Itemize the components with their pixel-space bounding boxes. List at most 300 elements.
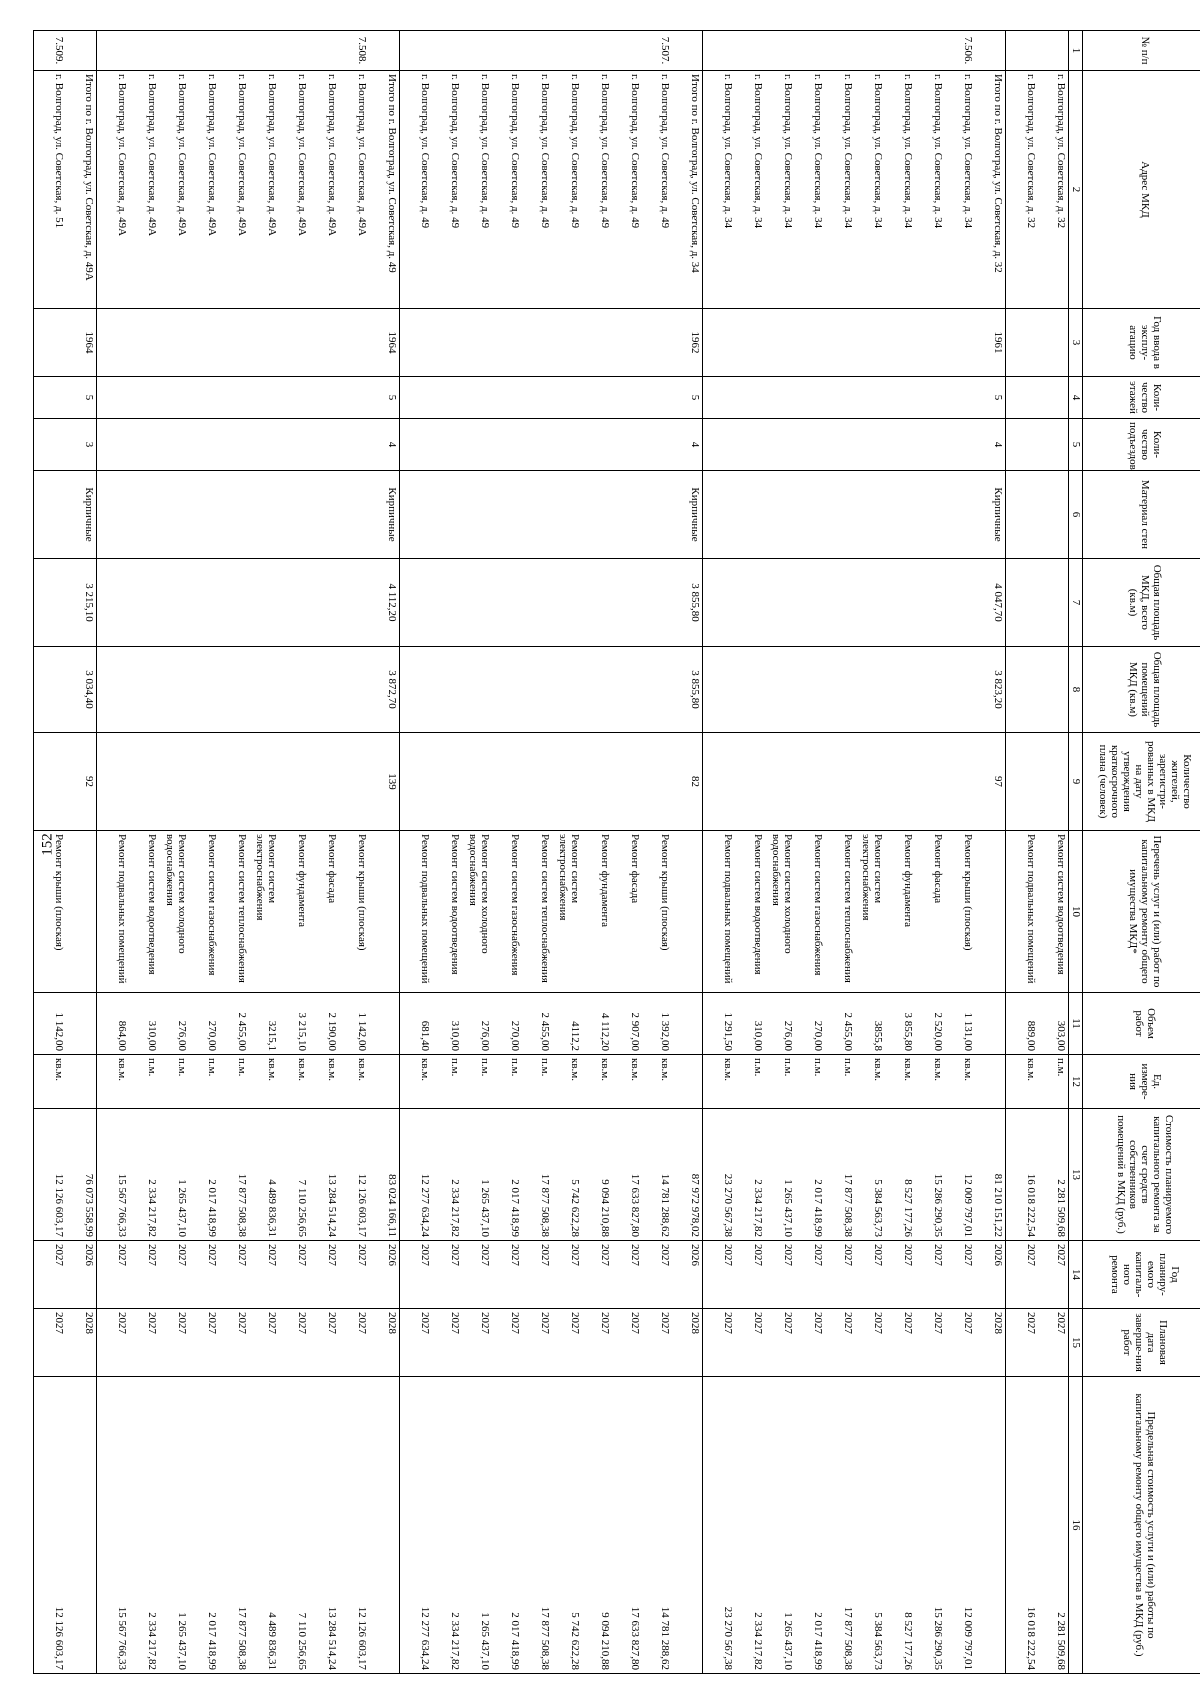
cost-cell xyxy=(400,1109,703,1241)
end-date-cell xyxy=(34,1309,97,1377)
cell-line: 2027 xyxy=(479,1312,491,1334)
cell-line: кв.м. xyxy=(599,1058,611,1081)
cell-line: 3 215,10 xyxy=(296,1012,308,1051)
repair-year-cell xyxy=(1006,1241,1069,1309)
cell-line: 2026 xyxy=(992,1244,1004,1266)
cell-line: 3 xyxy=(83,441,95,448)
cell-line: 2026 xyxy=(689,1244,701,1266)
cell-line xyxy=(368,1380,398,1670)
cell-line: 15 286 290,35 xyxy=(932,1606,944,1670)
cell-line: кв.м. xyxy=(1025,1058,1037,1081)
column-header: Плановая дата заверше-ния работ xyxy=(1083,1309,1200,1377)
cell-line: 2027 xyxy=(659,1312,671,1334)
cell-line: 1 142,00 xyxy=(356,1012,368,1051)
cell-line: 9 094 210,88 xyxy=(599,1612,611,1670)
cell-line: Ремонт крыши (плоская) xyxy=(962,834,974,951)
cell-line: 4 047,70 xyxy=(992,583,1004,622)
cell-line: кв.м. xyxy=(569,1058,581,1081)
cell-line: г. Волгоград, ул. Советская, д. 32 xyxy=(1055,74,1067,229)
column-number: 14 xyxy=(1069,1241,1083,1309)
cell-line: г. Волгоград, ул. Советская, д. 49А xyxy=(326,74,338,237)
cell-line: 2027 xyxy=(962,1244,974,1266)
cell-line: 8 527 177,26 xyxy=(902,1612,914,1670)
column-header: Объем работ xyxy=(1083,993,1200,1055)
repair-year-cell xyxy=(97,1241,400,1309)
cell-line: 17 633 827,80 xyxy=(629,1173,641,1237)
work-list-cell xyxy=(34,831,97,993)
cell-line: п.м. xyxy=(1055,1058,1067,1077)
cell-line xyxy=(65,1380,95,1670)
cell-line: 139 xyxy=(386,773,398,790)
column-number: 4 xyxy=(1069,377,1083,419)
cell-line: 17 877 508,38 xyxy=(236,1606,248,1670)
cell-line: 12 126 603,17 xyxy=(356,1173,368,1237)
cell-line: 2 281 509,68 xyxy=(1055,1179,1067,1237)
unit-cell xyxy=(34,1055,97,1109)
column-number: 16 xyxy=(1069,1377,1083,1674)
year-built-cell xyxy=(34,309,97,377)
cell-line: 8 527 177,26 xyxy=(902,1179,914,1237)
cell-line: 2027 xyxy=(872,1312,884,1334)
cell-line: 7 110 256,65 xyxy=(296,1612,308,1670)
capital-repair-table xyxy=(33,30,1200,1674)
cell-line: Итого по г. Волгоград, ул. Советская, д. 32 xyxy=(992,74,1004,273)
cell-line: 2027 xyxy=(296,1312,308,1334)
cell-line: г. Волгоград, ул. Советская, д. 34 xyxy=(932,74,944,229)
cell-line: Ремонт систем газоснабжения xyxy=(206,834,218,976)
rooms-area-cell xyxy=(34,647,97,733)
cell-line: 1962 xyxy=(689,331,701,354)
volume-cell xyxy=(703,993,1006,1055)
floors-cell xyxy=(1006,377,1069,419)
cell-line: 1 265 437,10 xyxy=(479,1179,491,1237)
cell-line: г. Волгоград, ул. Советская, д. 49 xyxy=(539,74,551,229)
cell-line: 2027 xyxy=(116,1312,128,1334)
total-area-cell xyxy=(400,559,703,647)
cell-line: 7.509. xyxy=(53,36,65,65)
rooms-area-cell xyxy=(400,647,703,733)
cell-line: 1 265 437,10 xyxy=(176,1612,188,1670)
cell-line: 2027 xyxy=(932,1312,944,1334)
cell-line xyxy=(368,34,398,67)
cell-line: Итого по г. Волгоград, ул. Советская, д. 34 xyxy=(689,74,701,273)
cell-line: 2 334 217,82 xyxy=(146,1179,158,1237)
cell-line: г. Волгоград, ул. Советская, д. 34 xyxy=(842,74,854,229)
cell-line: Ремонт подвальных помещений xyxy=(419,834,431,984)
cell-line: 2027 xyxy=(146,1312,158,1334)
limit-cost-cell xyxy=(400,1377,703,1674)
table-row xyxy=(1006,31,1069,1674)
cell-line: 2 017 418,99 xyxy=(206,1179,218,1237)
cell-line: 7.507. xyxy=(659,36,671,65)
end-date-cell xyxy=(400,1309,703,1377)
cell-line xyxy=(974,834,1004,989)
column-header: Перечень услуг и (или) работ по капитальному ремонту общего имущества МКД* xyxy=(1083,831,1200,993)
cell-line xyxy=(974,1058,1004,1105)
volume-cell xyxy=(97,993,400,1055)
cell-line: 2 334 217,82 xyxy=(449,1179,461,1237)
limit-cost-cell xyxy=(1006,1377,1069,1674)
cell-line: 2 017 418,99 xyxy=(509,1612,521,1670)
cell-line: 4 xyxy=(386,441,398,448)
cell-line: 2027 xyxy=(1055,1244,1067,1266)
cell-line: 2027 xyxy=(722,1244,734,1266)
cell-line: 5 xyxy=(992,394,1004,401)
cell-line: 2027 xyxy=(479,1244,491,1266)
cell-line: п.м. xyxy=(206,1058,218,1077)
cell-line: Ремонт систем водоотведения xyxy=(752,834,764,975)
residents-cell xyxy=(97,733,400,831)
cell-line: 1 131,00 xyxy=(962,1012,974,1051)
column-number: 5 xyxy=(1069,419,1083,471)
entrances-cell xyxy=(703,419,1006,471)
cell-line: кв.м. xyxy=(326,1058,338,1081)
cell-line: 2027 xyxy=(659,1244,671,1266)
cell-line: 12 009 797,01 xyxy=(962,1606,974,1670)
cell-line: 276,00 xyxy=(782,1020,794,1051)
cell-line: 12 277 634,24 xyxy=(419,1606,431,1670)
column-header: № п/п xyxy=(1083,31,1200,71)
cell-line: 12 126 603,17 xyxy=(53,1173,65,1237)
cell-line: 15 286 290,35 xyxy=(932,1173,944,1237)
column-header: Год ввода в эксплу-атацию xyxy=(1083,309,1200,377)
column-header: Адрес МКД xyxy=(1083,71,1200,309)
cell-line: п.м. xyxy=(146,1058,158,1077)
cell-line: 2 907,00 xyxy=(629,1012,641,1051)
cell-line: кв.м. xyxy=(932,1058,944,1081)
cell-line: 2027 xyxy=(782,1244,794,1266)
cell-line: 2 281 509,68 xyxy=(1055,1612,1067,1670)
column-number: 3 xyxy=(1069,309,1083,377)
cell-line: п.м. xyxy=(176,1058,188,1077)
cell-line: 76 073 558,99 xyxy=(83,1173,95,1237)
floors-cell xyxy=(400,377,703,419)
page-number: 152 xyxy=(39,833,56,856)
cell-line: 2027 xyxy=(629,1244,641,1266)
cell-line: 2027 xyxy=(449,1312,461,1334)
cell-line: 2 017 418,99 xyxy=(812,1612,824,1670)
total-area-cell xyxy=(97,559,400,647)
cell-line: Ремонт систем холодного водоснабжения xyxy=(164,834,188,954)
cell-line: 92 xyxy=(83,776,95,787)
cell-line: Ремонт подвальных помещений xyxy=(722,834,734,984)
column-header: Материал стен xyxy=(1083,471,1200,559)
repair-year-cell xyxy=(703,1241,1006,1309)
cell-line: г. Волгоград, ул. Советская, д. 34 xyxy=(752,74,764,229)
cell-line: кв.м. xyxy=(53,1058,65,1081)
cell-line: 2027 xyxy=(599,1312,611,1334)
cell-line: Ремонт фундамента xyxy=(902,834,914,928)
cell-line: п.м. xyxy=(449,1058,461,1077)
cell-line: 681,40 xyxy=(419,1020,431,1051)
cell-line xyxy=(974,1380,1004,1670)
year-built-cell xyxy=(703,309,1006,377)
cell-line: 2027 xyxy=(539,1244,551,1266)
year-built-cell xyxy=(1006,309,1069,377)
wall-material-cell xyxy=(1006,471,1069,559)
cell-line: 4 xyxy=(689,441,701,448)
cell-line: 2027 xyxy=(1025,1312,1037,1334)
cell-line: 2027 xyxy=(842,1244,854,1266)
cell-line: 5 384 563,73 xyxy=(872,1612,884,1670)
cell-line: 4 112,20 xyxy=(599,1012,611,1051)
cell-line: кв.м. xyxy=(419,1058,431,1081)
column-number: 15 xyxy=(1069,1309,1083,1377)
end-date-cell xyxy=(703,1309,1006,1377)
wall-material-cell xyxy=(703,471,1006,559)
column-number: 8 xyxy=(1069,647,1083,733)
cell-line: 2027 xyxy=(356,1244,368,1266)
cell-line: 15 567 766,33 xyxy=(116,1606,128,1670)
column-header: Предельная стоимость услуги и (или) работы по капитальному ремонту общего имущества в МКД (руб.) xyxy=(1083,1377,1200,1674)
limit-cost-cell xyxy=(703,1377,1006,1674)
cell-line: г. Волгоград, ул. Советская, д. 49А xyxy=(206,74,218,237)
cell-line: Ремонт крыши (плоская) xyxy=(356,834,368,951)
column-number: 6 xyxy=(1069,471,1083,559)
cell-line: Кирпичные xyxy=(689,487,701,542)
cell-line: п.м. xyxy=(752,1058,764,1077)
cell-line: 2027 xyxy=(419,1244,431,1266)
cell-line: 276,00 xyxy=(176,1020,188,1051)
cell-line: 4 112,20 xyxy=(386,583,398,622)
cell-line: 3 034,40 xyxy=(83,670,95,709)
cell-line: п.м. xyxy=(479,1058,491,1077)
rooms-area-cell xyxy=(703,647,1006,733)
cell-line: п.м. xyxy=(539,1058,551,1077)
cell-line: п.м. xyxy=(782,1058,794,1077)
cell-line: 17 877 508,38 xyxy=(842,1606,854,1670)
cell-line: Итого по г. Волгоград, ул. Советская, д. 49А xyxy=(83,74,95,281)
cell-line: Ремонт систем газоснабжения xyxy=(812,834,824,976)
column-header: Стоимость планируемого капитального ремонта за счет средств собственников помещений в МКД (руб.) xyxy=(1083,1109,1200,1241)
cell-line: 1 265 437,10 xyxy=(782,1612,794,1670)
cell-line: 2027 xyxy=(53,1312,65,1334)
cell-line: 2027 xyxy=(872,1244,884,1266)
cell-line: 12 126 603,17 xyxy=(356,1606,368,1670)
cell-line: 2027 xyxy=(902,1244,914,1266)
table-row xyxy=(97,31,400,1674)
cell-line: 2027 xyxy=(116,1244,128,1266)
cell-line: г. Волгоград, ул. Советская, д. 49А xyxy=(176,74,188,237)
cell-line: 2027 xyxy=(266,1312,278,1334)
cell-line: 5 742 622,28 xyxy=(569,1179,581,1237)
cell-line: 2027 xyxy=(842,1312,854,1334)
cell-line xyxy=(671,834,701,989)
cell-line: Кирпичные xyxy=(83,487,95,542)
rooms-area-cell xyxy=(1006,647,1069,733)
cell-line: Кирпичные xyxy=(386,487,398,542)
cell-line: 12 126 603,17 xyxy=(53,1606,65,1670)
cell-line: 2027 xyxy=(599,1244,611,1266)
cell-line: 310,00 xyxy=(752,1020,764,1051)
column-header: Количество жителей, зарегистри-рованных в МКД на дату утверждения краткосрочного плана (человек) xyxy=(1083,733,1200,831)
cell-line: 4112,2 xyxy=(569,1021,581,1051)
cell-line: 23 270 567,38 xyxy=(722,1173,734,1237)
cell-line: 5 xyxy=(689,394,701,401)
cell-line: г. Волгоград, ул. Советская, д. 34 xyxy=(722,74,734,229)
cell-line: г. Волгоград, ул. Советская, д. 49 xyxy=(599,74,611,229)
cell-line: 2 334 217,82 xyxy=(449,1612,461,1670)
cell-line: кв.м. xyxy=(659,1058,671,1081)
cell-line: г. Волгоград, ул. Советская, д. 34 xyxy=(872,74,884,229)
cell-line: 2027 xyxy=(326,1312,338,1334)
cell-line: 3 855,80 xyxy=(689,583,701,622)
cell-line: п.м. xyxy=(812,1058,824,1077)
cell-line: кв.м. xyxy=(296,1058,308,1081)
cell-line: 17 877 508,38 xyxy=(842,1173,854,1237)
rotated-page xyxy=(53,30,1200,1673)
cell-line: 4 xyxy=(992,441,1004,448)
cell-line: 1 291,50 xyxy=(722,1012,734,1051)
cell-line xyxy=(368,996,398,1051)
cell-line: 303,00 xyxy=(1055,1020,1067,1051)
volume-cell xyxy=(400,993,703,1055)
entrances-cell xyxy=(34,419,97,471)
cell-line: Ремонт систем электроснабжения xyxy=(254,834,278,921)
cell-line: 310,00 xyxy=(449,1020,461,1051)
column-number: 10 xyxy=(1069,831,1083,993)
cell-line: 2027 xyxy=(812,1312,824,1334)
cell-line: п.м. xyxy=(842,1058,854,1077)
cell-line xyxy=(671,34,701,67)
cell-line: 1964 xyxy=(83,331,95,354)
address-cell xyxy=(703,71,1006,309)
cell-line: 1 265 437,10 xyxy=(479,1612,491,1670)
cell-line: г. Волгоград, ул. Советская, д. 49А xyxy=(236,74,248,237)
wall-material-cell xyxy=(34,471,97,559)
row-number xyxy=(703,31,1006,71)
entrances-cell xyxy=(1006,419,1069,471)
cell-line: 2027 xyxy=(296,1244,308,1266)
address-cell xyxy=(1006,71,1069,309)
cell-line: 2 455,00 xyxy=(842,1012,854,1051)
wall-material-cell xyxy=(97,471,400,559)
cell-line: Ремонт фасада xyxy=(629,834,641,904)
cell-line: 2027 xyxy=(902,1312,914,1334)
cell-line: 2027 xyxy=(236,1312,248,1334)
cell-line: 3 215,10 xyxy=(83,583,95,622)
cell-line: Кирпичные xyxy=(992,487,1004,542)
cell-line: 2027 xyxy=(569,1244,581,1266)
work-list-cell xyxy=(97,831,400,993)
cell-line: 270,00 xyxy=(812,1020,824,1051)
row-number xyxy=(1006,31,1069,71)
cell-line: Итого по г. Волгоград, ул. Советская, д. 49 xyxy=(386,74,398,273)
limit-cost-cell xyxy=(34,1377,97,1674)
cell-line: 87 972 978,02 xyxy=(689,1173,701,1237)
total-area-cell xyxy=(34,559,97,647)
cell-line: 2027 xyxy=(326,1244,338,1266)
cell-line: 5 384 563,73 xyxy=(872,1179,884,1237)
cell-line: Ремонт крыши (плоская) xyxy=(659,834,671,951)
cell-line: 276,00 xyxy=(479,1020,491,1051)
cell-line: кв.м. xyxy=(266,1058,278,1081)
repair-year-cell xyxy=(400,1241,703,1309)
cell-line: г. Волгоград, ул. Советская, д. 49А xyxy=(356,74,368,237)
total-area-cell xyxy=(703,559,1006,647)
cell-line: п.м. xyxy=(509,1058,521,1077)
wall-material-cell xyxy=(400,471,703,559)
cell-line: 5 xyxy=(386,394,398,401)
table-body xyxy=(34,31,1069,1674)
cell-line: 12 277 634,24 xyxy=(419,1173,431,1237)
cell-line: 2027 xyxy=(932,1244,944,1266)
cell-line: 2027 xyxy=(449,1244,461,1266)
cell-line: Ремонт систем газоснабжения xyxy=(509,834,521,976)
cell-line: 2026 xyxy=(83,1244,95,1266)
cell-line: Ремонт фасада xyxy=(932,834,944,904)
cell-line xyxy=(671,996,701,1051)
cell-line: г. Волгоград, ул. Советская, д. 34 xyxy=(902,74,914,229)
cell-line: 2027 xyxy=(509,1244,521,1266)
cell-line: 5 742 622,28 xyxy=(569,1612,581,1670)
table-row xyxy=(34,31,97,1674)
cell-line: 3 855,80 xyxy=(902,1012,914,1051)
cell-line: Ремонт систем водоотведения xyxy=(449,834,461,975)
unit-cell xyxy=(400,1055,703,1109)
cell-line: 4 489 836,31 xyxy=(266,1612,278,1670)
cell-line: Ремонт систем водоотведения xyxy=(1055,834,1067,975)
cell-line: 3 872,70 xyxy=(386,670,398,709)
table-row xyxy=(703,31,1006,1674)
cell-line: 2027 xyxy=(782,1312,794,1334)
cell-line xyxy=(65,34,95,67)
cell-line: 2 190,00 xyxy=(326,1012,338,1051)
row-number xyxy=(400,31,703,71)
rooms-area-cell xyxy=(97,647,400,733)
cell-line: 3 823,20 xyxy=(992,670,1004,709)
volume-cell xyxy=(1006,993,1069,1055)
cell-line: 2027 xyxy=(176,1312,188,1334)
cell-line: кв.м. xyxy=(962,1058,974,1081)
column-number: 1 xyxy=(1069,31,1083,71)
cost-cell xyxy=(34,1109,97,1241)
cell-line: 3855,8 xyxy=(872,1020,884,1051)
cost-cell xyxy=(97,1109,400,1241)
cell-line: 2027 xyxy=(629,1312,641,1334)
cell-line: 2027 xyxy=(509,1312,521,1334)
column-header: Коли-чество подъездов xyxy=(1083,419,1200,471)
cell-line: 2027 xyxy=(176,1244,188,1266)
cell-line: Ремонт фундамента xyxy=(599,834,611,928)
column-header: Общая площадь помещений МКД (кв.м) xyxy=(1083,647,1200,733)
residents-cell xyxy=(1006,733,1069,831)
cell-line: 2 334 217,82 xyxy=(752,1612,764,1670)
cell-line: 16 018 222,54 xyxy=(1025,1606,1037,1670)
cell-line: 2027 xyxy=(356,1312,368,1334)
cell-line: 1 392,00 xyxy=(659,1012,671,1051)
cell-line: Ремонт систем холодного водоснабжения xyxy=(467,834,491,954)
residents-cell xyxy=(34,733,97,831)
cell-line: Ремонт систем электроснабжения xyxy=(860,834,884,921)
cell-line: 3215,1 xyxy=(266,1020,278,1051)
cell-line: 7.506. xyxy=(962,36,974,65)
cell-line: 2027 xyxy=(419,1312,431,1334)
cell-line: 2027 xyxy=(206,1244,218,1266)
cell-line: г. Волгоград, ул. Советская, д. 49А xyxy=(296,74,308,237)
cell-line: г. Волгоград, ул. Советская, д. 49А xyxy=(146,74,158,237)
cell-line: кв.м. xyxy=(872,1058,884,1081)
cell-line: г. Волгоград, ул. Советская, д. 49 xyxy=(479,74,491,229)
address-cell xyxy=(34,71,97,309)
cell-line: 13 284 514,24 xyxy=(326,1606,338,1670)
residents-cell xyxy=(400,733,703,831)
column-number: 11 xyxy=(1069,993,1083,1055)
cell-line: 13 284 514,24 xyxy=(326,1173,338,1237)
cell-line: 2026 xyxy=(386,1244,398,1266)
cell-line: 2 334 217,82 xyxy=(146,1612,158,1670)
cell-line: 2027 xyxy=(539,1312,551,1334)
